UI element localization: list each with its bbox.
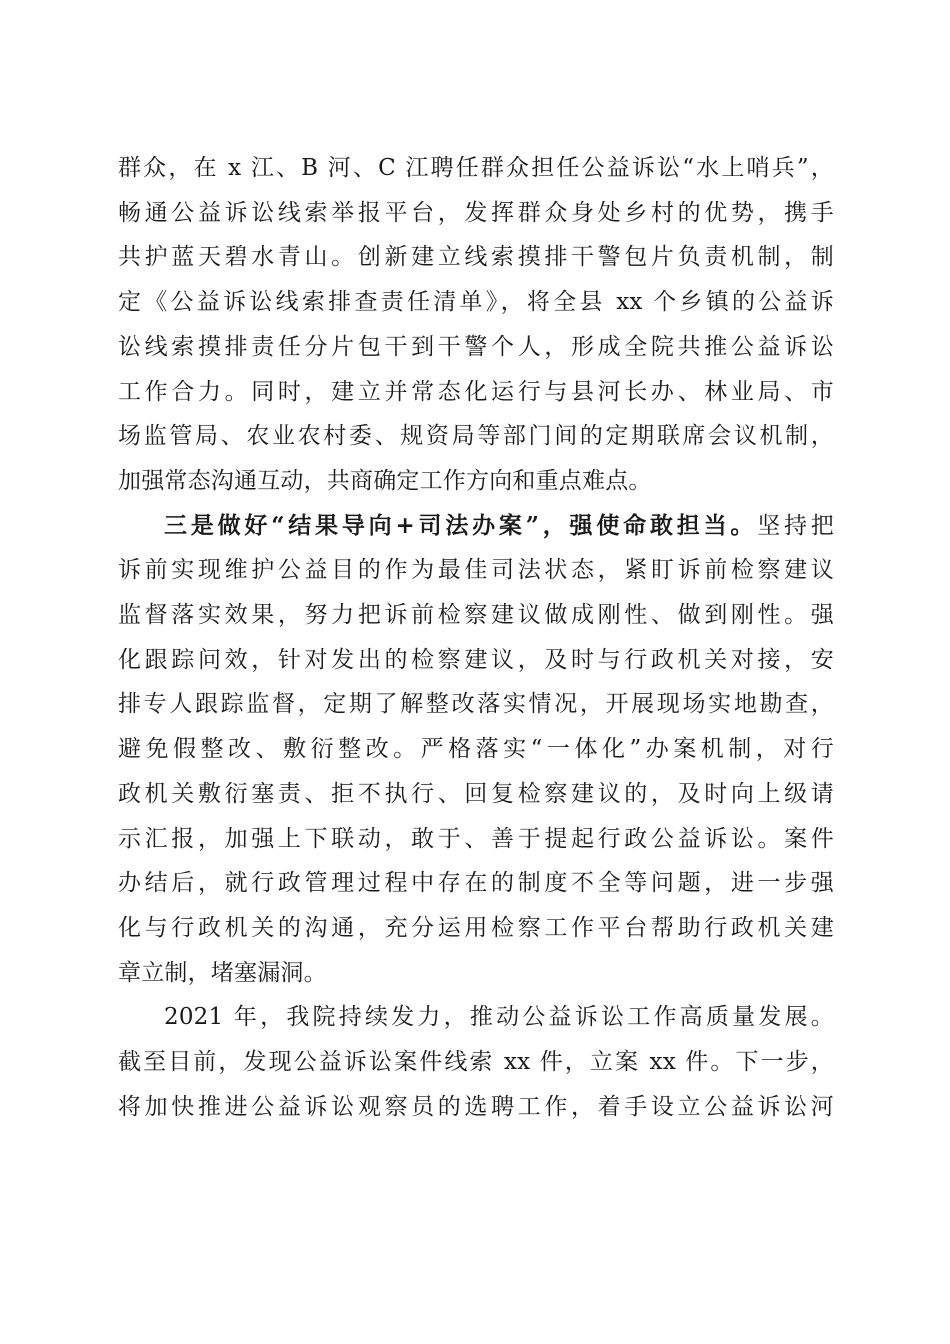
text-line: 工作合力。同时，建立并常态化运行与县河长办、林业局、市 <box>118 378 834 405</box>
heading-line-rest: 坚持把 <box>757 512 834 539</box>
text-line: 监督落实效果，努力把诉前检察建议做成刚性、做到刚性。强 <box>118 602 834 629</box>
text-line: 示汇报，加强上下联动，敢于、善于提起行政公益诉讼。案件 <box>118 825 834 852</box>
paragraph-3 <box>118 995 834 1129</box>
text-line: 讼线索摸排责任分片包干到干警个人，形成全院共推公益诉讼 <box>118 333 834 360</box>
text-line: 加强常态沟通互动，共商确定工作方向和重点难点。 <box>118 467 652 494</box>
text-line: 化与行政机关的沟通，充分运用检察工作平台帮助行政机关建 <box>118 914 834 941</box>
text-line: 避免假整改、敷衍整改。严格落实“一体化”办案机制，对行 <box>118 736 834 763</box>
body-text <box>118 146 834 1129</box>
text-line: 共护蓝天碧水青山。创新建立线索摸排干警包片负责机制，制 <box>118 244 834 271</box>
text-line: 诉前实现维护公益目的作为最佳司法状态，紧盯诉前检察建议 <box>118 557 834 584</box>
text-line: 排专人跟踪监督，定期了解整改落实情况，开展现场实地勘查， <box>118 691 834 718</box>
text-line: 办结后，就行政管理过程中存在的制度不全等问题，进一步强 <box>118 870 834 897</box>
text-line: 2021 年，我院持续发力，推动公益诉讼工作高质量发展。 <box>164 1004 834 1031</box>
text-line: 章立制，堵塞漏洞。 <box>118 959 327 986</box>
text-line <box>118 504 834 549</box>
text-line: 化跟踪问效，针对发出的检察建议，及时与行政机关对接，安 <box>118 646 834 673</box>
text-line: 截至目前，发现公益诉讼案件线索 xx 件，立案 xx 件。下一步， <box>118 1049 834 1076</box>
text-line: 场监管局、农业农村委、规资局等部门间的定期联席会议机制， <box>118 423 834 450</box>
text-line: 群众，在 x 江、B 河、C 江聘任群众担任公益诉讼“水上哨兵”， <box>118 155 834 181</box>
text-line: 将加快推进公益诉讼观察员的选聘工作，着手设立公益诉讼河 <box>118 1093 834 1120</box>
text-line: 政机关敷衍塞责、拒不执行、回复检察建议的，及时向上级请 <box>118 780 834 807</box>
paragraph-1 <box>118 146 834 504</box>
paragraph-2 <box>118 504 834 996</box>
text-line: 定《公益诉讼线索排查责任清单》，将全县 xx 个乡镇的公益诉 <box>118 289 834 316</box>
text-line: 畅通公益诉讼线索举报平台，发挥群众身处乡村的优势，携手 <box>118 199 834 226</box>
paragraph-heading: 三是做好“结果导向+司法办案”，强使命敢担当。 <box>164 511 758 539</box>
